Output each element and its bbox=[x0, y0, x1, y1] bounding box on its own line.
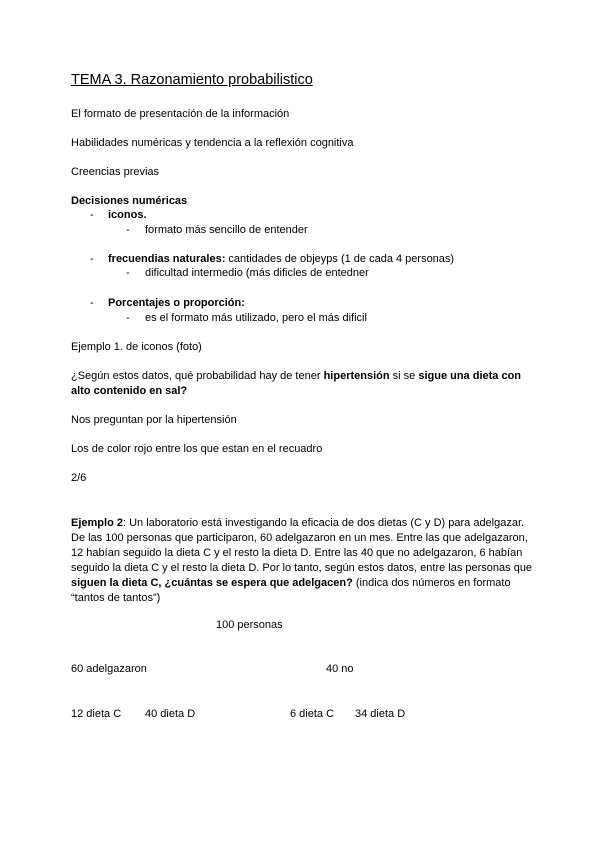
bullet-dash: - bbox=[90, 253, 94, 265]
bullet-dash: - bbox=[90, 297, 94, 309]
tree-left-c: 12 dieta C bbox=[71, 708, 122, 720]
question-bold: sigue una dieta con alto contenido en sal? bbox=[71, 370, 522, 397]
decision-sub-frequencies: dificultad intermedio (más dificles de entedner bbox=[145, 267, 369, 279]
topic-presentation-format: El formato de presentación de la información bbox=[71, 108, 290, 120]
page-title: TEMA 3. Razonamiento probabilistico bbox=[71, 72, 313, 88]
example2-text: : Un laboratorio está investigando la eficacia de dos dietas (C y D) para adelgazar. De las 100 personas que participaron, 60 adelgazaron en un mes. Entre las que adelgazaron, 12 habían seguido la dieta C y el resto la dieta D. Entre las 40 que no adelgazaron, 6 habían seguido la dieta C y el resto la dieta D. Por lo tanto, según estos datos, entre las personas que bbox=[71, 517, 533, 574]
decision-item-label: frecuendias naturales: bbox=[108, 253, 226, 265]
example1-line2: Los de color rojo entre los que estan en el recuadro bbox=[71, 443, 323, 455]
example2-paragraph bbox=[71, 516, 533, 606]
sub-bullet-dash: - bbox=[126, 312, 130, 324]
example1-answer: 2/6 bbox=[71, 472, 87, 484]
example2-label: Ejemplo 2 bbox=[71, 517, 123, 529]
decision-item-label: iconos. bbox=[108, 209, 147, 221]
decision-sub-icons: formato más sencillo de entender bbox=[145, 224, 308, 236]
tree-root: 100 personas bbox=[216, 619, 283, 631]
sub-bullet-dash: - bbox=[126, 267, 130, 279]
bullet-dash: - bbox=[90, 209, 94, 221]
example1-question bbox=[71, 369, 531, 399]
decision-item-extra: cantidades de objeyps (1 de cada 4 personas) bbox=[225, 253, 455, 265]
tree-right: 40 no bbox=[326, 663, 354, 675]
decisions-heading: Decisiones numéricas bbox=[71, 195, 188, 207]
tree-left: 60 adelgazaron bbox=[71, 663, 147, 675]
tree-right-c: 6 dieta C bbox=[290, 708, 335, 720]
topic-prior-beliefs: Creencias previas bbox=[71, 166, 160, 178]
question-text: si se bbox=[389, 370, 419, 382]
question-text: ¿Según estos datos, qué probabilidad hay de tener bbox=[71, 370, 324, 382]
example2-text: (indica dos números en formato “tantos de tantos”) bbox=[71, 577, 511, 604]
example1-line1: Nos preguntan por la hipertensión bbox=[71, 414, 237, 426]
question-bold: hipertensión bbox=[323, 370, 390, 382]
tree-right-d: 34 dieta D bbox=[355, 708, 406, 720]
tree-left-d: 40 dieta D bbox=[145, 708, 196, 720]
decision-item-frequencies bbox=[108, 252, 454, 266]
sub-bullet-dash: - bbox=[126, 224, 130, 236]
topic-numeric-skills: Habilidades numéricas y tendencia a la reflexión cognitiva bbox=[71, 137, 354, 149]
decision-sub-percentages: es el formato más utilizado, pero el más dificil bbox=[145, 312, 367, 324]
example1-intro: Ejemplo 1. de iconos (foto) bbox=[71, 341, 202, 353]
decision-item-icons bbox=[108, 208, 147, 222]
decision-item-label: Porcentajes o proporción: bbox=[108, 297, 245, 309]
example2-bold: siguen la dieta C, ¿cuántas se espera que adelgacen? bbox=[71, 577, 353, 589]
decision-item-percentages bbox=[108, 296, 245, 310]
